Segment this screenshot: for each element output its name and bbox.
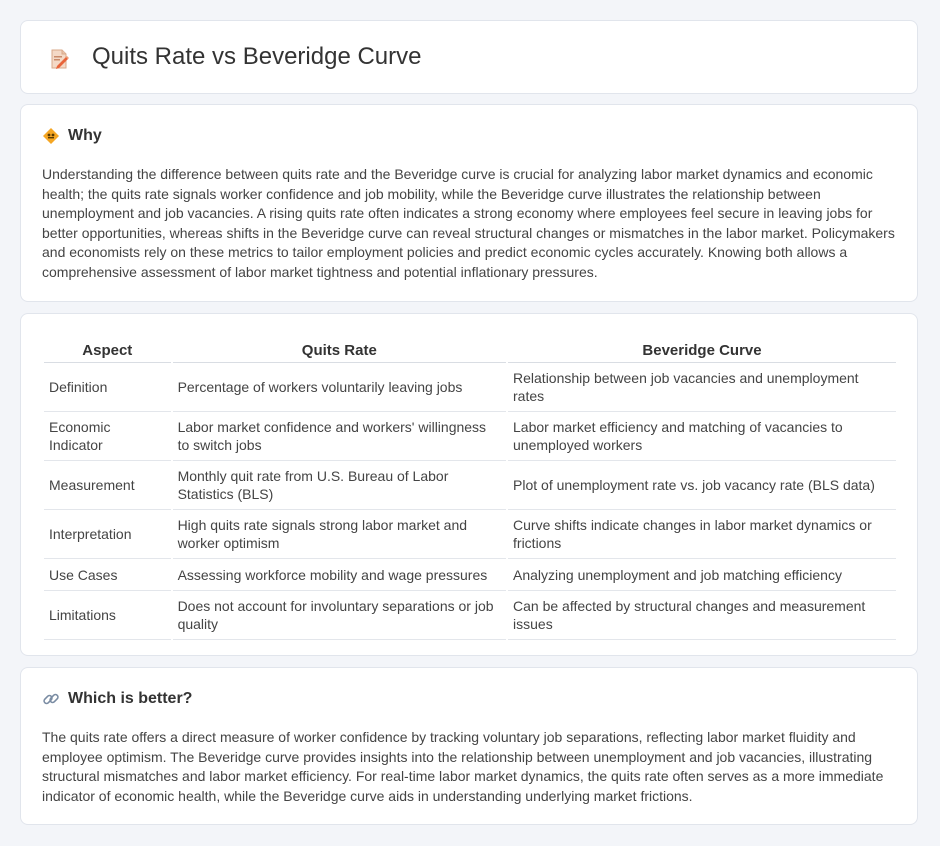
table-cell-aspect: Limitations bbox=[44, 591, 171, 640]
why-title: Why bbox=[68, 127, 102, 144]
better-heading bbox=[42, 690, 192, 708]
diamond-sign-icon bbox=[42, 127, 60, 145]
table-cell-quits-rate: High quits rate signals strong labor market and worker optimism bbox=[173, 510, 506, 559]
header-card bbox=[20, 20, 918, 94]
table-row bbox=[44, 412, 896, 461]
table-cell-quits-rate: Labor market confidence and workers' willingness to switch jobs bbox=[173, 412, 506, 461]
why-card bbox=[20, 104, 918, 302]
table-cell-beveridge-curve: Analyzing unemployment and job matching efficiency bbox=[508, 559, 896, 591]
table-cell-quits-rate: Assessing workforce mobility and wage pressures bbox=[173, 559, 506, 591]
page-title: Quits Rate vs Beveridge Curve bbox=[92, 43, 422, 70]
table-cell-aspect: Use Cases bbox=[44, 559, 171, 591]
table-cell-quits-rate: Percentage of workers voluntarily leaving jobs bbox=[173, 363, 506, 412]
table-cell-aspect: Definition bbox=[44, 363, 171, 412]
table-cell-aspect: Economic Indicator bbox=[44, 412, 171, 461]
table-cell-quits-rate: Does not account for involuntary separations or job quality bbox=[173, 591, 506, 640]
table-row bbox=[44, 510, 896, 559]
table-row bbox=[44, 461, 896, 510]
document-pencil-icon bbox=[48, 48, 70, 70]
table-cell-quits-rate: Monthly quit rate from U.S. Bureau of Labor Statistics (BLS) bbox=[173, 461, 506, 510]
table-cell-beveridge-curve: Curve shifts indicate changes in labor market dynamics or frictions bbox=[508, 510, 896, 559]
why-heading bbox=[42, 127, 102, 145]
table-cell-beveridge-curve: Plot of unemployment rate vs. job vacancy rate (BLS data) bbox=[508, 461, 896, 510]
comparison-table bbox=[42, 335, 898, 640]
column-header-aspect: Aspect bbox=[44, 335, 171, 363]
which-is-better-card bbox=[20, 667, 918, 825]
table-cell-beveridge-curve: Relationship between job vacancies and unemployment rates bbox=[508, 363, 896, 412]
better-title: Which is better? bbox=[68, 690, 193, 707]
table-row bbox=[44, 591, 896, 640]
column-header-quits-rate: Quits Rate bbox=[173, 335, 506, 363]
column-header-beveridge-curve: Beveridge Curve bbox=[508, 335, 896, 363]
comparison-card bbox=[20, 313, 918, 656]
why-paragraph: Understanding the difference between quits rate and the Beveridge curve is crucial for analyzing labor market dynamics and economic health; the quits rate signals worker confidence and job mobility, while the Beveridge curve illustrates the relationship between unemployment and job vacancies. A rising quits rate often indicates a strong economy where employees feel secure in leaving jobs for better opportunities, whereas shifts in the Beveridge curve can reveal structural changes or mismatches in the labor market. Policymakers and economists rely on these metrics to tailor employment policies and predict economic cycles accurately. Knowing both allows a comprehensive assessment of labor market tightness and potential inflationary pressures. bbox=[42, 166, 895, 280]
table-header-row bbox=[44, 335, 896, 363]
link-icon bbox=[42, 690, 60, 708]
table-cell-beveridge-curve: Labor market efficiency and matching of vacancies to unemployed workers bbox=[508, 412, 896, 461]
table-row bbox=[44, 363, 896, 412]
table-cell-aspect: Measurement bbox=[44, 461, 171, 510]
table-cell-beveridge-curve: Can be affected by structural changes and measurement issues bbox=[508, 591, 896, 640]
better-paragraph: The quits rate offers a direct measure of worker confidence by tracking voluntary job separations, reflecting labor market fluidity and employee optimism. The Beveridge curve provides insights into the relationship between unemployment and job vacancies, illustrating structural mismatches and labor market efficiency. For real-time labor market dynamics, the quits rate often serves as a more immediate indicator of economic health, while the Beveridge curve aids in understanding underlying market frictions. bbox=[42, 729, 884, 804]
table-cell-aspect: Interpretation bbox=[44, 510, 171, 559]
table-row bbox=[44, 559, 896, 591]
